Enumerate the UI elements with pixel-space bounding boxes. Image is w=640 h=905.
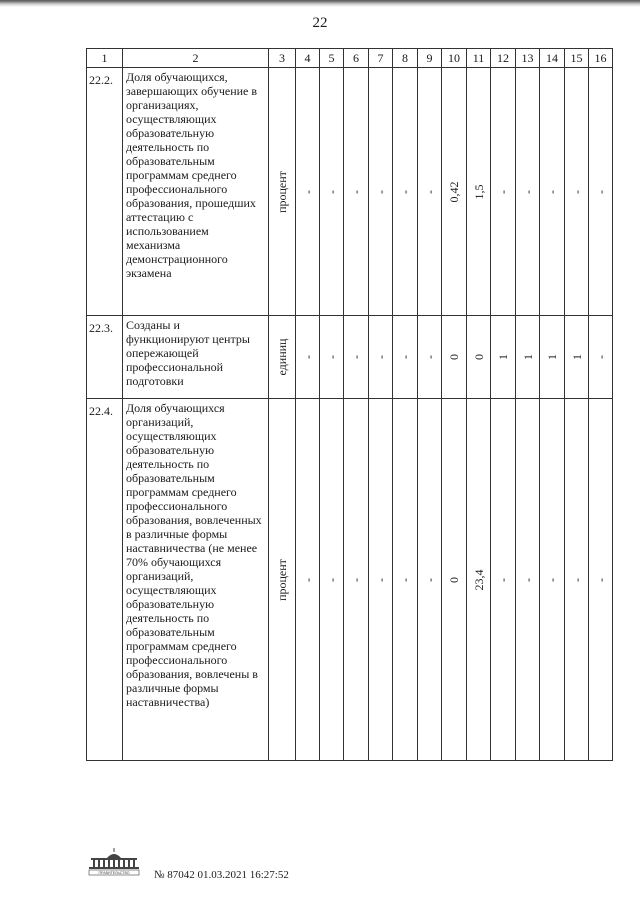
value: - (422, 577, 437, 582)
row-number: 22.4. (87, 399, 123, 761)
value: - (373, 577, 388, 582)
value-cell (418, 68, 442, 316)
value: 1 (569, 354, 584, 360)
value: - (422, 189, 437, 194)
value: - (545, 577, 559, 582)
value: - (349, 189, 363, 194)
column-header: 6 (344, 49, 369, 68)
table-row (87, 316, 613, 399)
value: - (593, 577, 608, 582)
row-description: Доля обучающихся организаций, осуществляющих образовательную деятельность по образовательным программам среднего профессионального образования, вовлеченных в различные формы наставничества (не менее 70% обучающихся организаций, осуществляющих образовательную деятельность по образовательным программам среднего профессионального образования, вовлечены в различные формы наставничества) (123, 399, 269, 761)
value: - (324, 577, 339, 582)
value: - (593, 189, 608, 194)
column-header: 10 (442, 49, 467, 68)
value: - (373, 355, 388, 359)
value-cell (491, 316, 516, 399)
table-row (87, 399, 613, 761)
unit-label: единиц (275, 338, 289, 376)
value-cell (516, 316, 540, 399)
value-cell (491, 399, 516, 761)
value-cell (320, 68, 344, 316)
table-row (87, 68, 613, 316)
value: - (496, 189, 510, 194)
column-header: 14 (540, 49, 565, 68)
value-cell (565, 316, 589, 399)
column-header: 9 (418, 49, 442, 68)
value: 1 (496, 354, 510, 360)
value-cell (418, 399, 442, 761)
registration-stamp: № 87042 01.03.2021 16:27:52 (154, 869, 289, 881)
value: - (569, 577, 584, 582)
value-cell (344, 399, 369, 761)
value-cell (540, 399, 565, 761)
value: 0 (447, 576, 461, 583)
value: - (422, 355, 437, 359)
value: - (373, 189, 388, 194)
value-cell (442, 68, 467, 316)
indicators-table (86, 48, 613, 761)
value-cell (442, 399, 467, 761)
column-header: 12 (491, 49, 516, 68)
value-cell (442, 316, 467, 399)
value: - (349, 577, 363, 582)
value: - (300, 577, 315, 582)
value-cell (565, 399, 589, 761)
value-cell (369, 399, 393, 761)
value: - (398, 355, 412, 359)
unit-label: процент (275, 170, 289, 213)
value-cell (467, 316, 491, 399)
value-cell (418, 316, 442, 399)
value: - (398, 577, 412, 582)
column-header: 2 (123, 49, 269, 68)
unit-cell (269, 68, 296, 316)
value: 0,42 (447, 181, 461, 202)
header-row (87, 49, 613, 68)
value-cell (516, 399, 540, 761)
row-number: 22.3. (87, 316, 123, 399)
unit-cell (269, 399, 296, 761)
column-header: 3 (269, 49, 296, 68)
logo-caption: ПРАВИТЕЛЬСТВО (98, 871, 130, 875)
value: - (593, 355, 608, 359)
column-header: 16 (589, 49, 613, 68)
value-cell (516, 68, 540, 316)
row-description: Созданы и функционируют центры опережающей профессиональной подготовки (123, 316, 269, 399)
value-cell (491, 68, 516, 316)
value-cell (296, 399, 320, 761)
value-cell (467, 68, 491, 316)
row-number: 22.2. (87, 68, 123, 316)
column-header: 5 (320, 49, 344, 68)
value: 1,5 (471, 184, 486, 199)
scan-edge (0, 0, 640, 7)
value: - (545, 189, 559, 194)
value-cell (344, 68, 369, 316)
unit-cell (269, 316, 296, 399)
column-header: 1 (87, 49, 123, 68)
value: - (569, 189, 584, 194)
value-cell (467, 399, 491, 761)
value-cell (369, 316, 393, 399)
government-logo (87, 846, 141, 876)
value-cell (320, 399, 344, 761)
column-header: 7 (369, 49, 393, 68)
page-number: 22 (312, 15, 328, 31)
column-header: 4 (296, 49, 320, 68)
value: 1 (545, 354, 559, 360)
column-header: 13 (516, 49, 540, 68)
value: - (520, 189, 535, 194)
value-cell (393, 316, 418, 399)
value-cell (540, 316, 565, 399)
value: - (324, 189, 339, 194)
column-header: 11 (467, 49, 491, 68)
value-cell (565, 68, 589, 316)
row-description: Доля обучающихся, завершающих обучение в организациях, осуществляющих образовательную деятельность по образовательным программам среднего профессионального образования, прошедших аттестацию с использованием механизма демонстрационного экзамена (123, 68, 269, 316)
value: - (398, 189, 412, 194)
value-cell (296, 316, 320, 399)
column-header: 8 (393, 49, 418, 68)
value: 23,4 (471, 569, 486, 590)
value: - (300, 355, 315, 359)
value-cell (344, 316, 369, 399)
column-header: 15 (565, 49, 589, 68)
value: - (496, 577, 510, 582)
value: 0 (447, 354, 461, 360)
value: - (349, 355, 363, 359)
value-cell (393, 68, 418, 316)
unit-label: процент (275, 558, 289, 601)
value-cell (540, 68, 565, 316)
value-cell (589, 399, 613, 761)
value-cell (320, 316, 344, 399)
value-cell (589, 68, 613, 316)
value-cell (589, 316, 613, 399)
value: - (520, 577, 535, 582)
value: - (324, 355, 339, 359)
value-cell (369, 68, 393, 316)
value-cell (296, 68, 320, 316)
value: 1 (520, 354, 535, 360)
value: 0 (471, 354, 486, 360)
value: - (300, 189, 315, 194)
value-cell (393, 399, 418, 761)
